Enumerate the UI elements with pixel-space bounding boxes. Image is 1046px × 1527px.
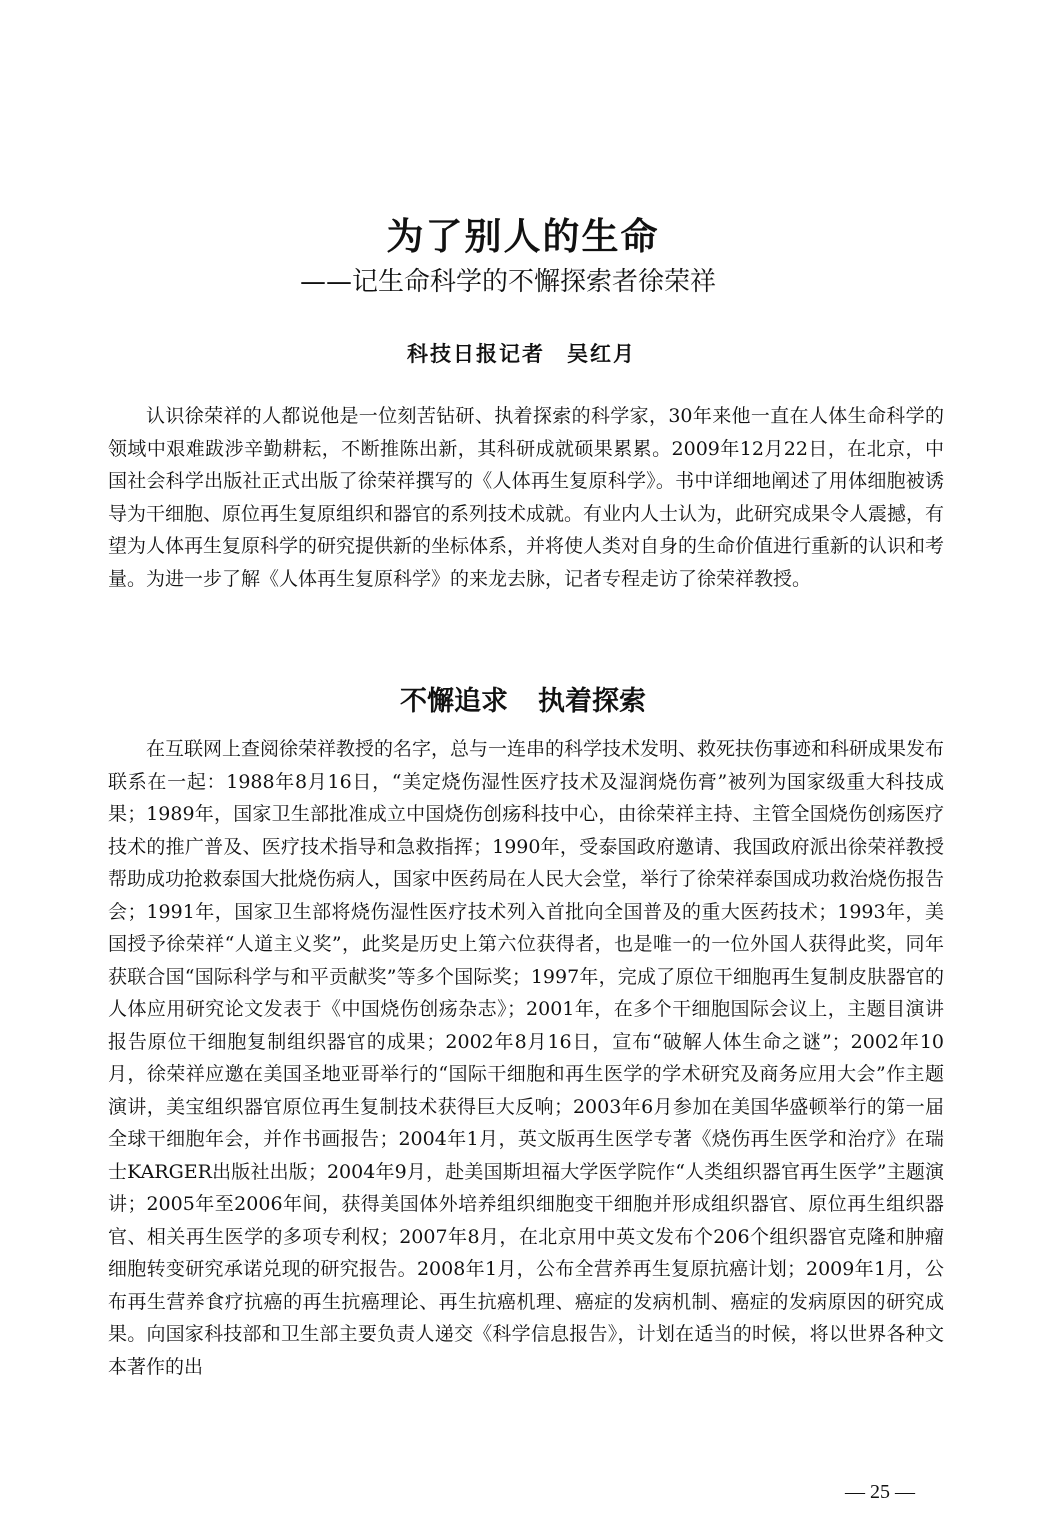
intro-paragraph: 认识徐荣祥的人都说他是一位刻苦钻研、执着探索的科学家，30年来他一直在人体生命科学的领域中艰难跋涉辛勤耕耘，不断推陈出新，其科研成就硕果累累。2009年12月22日，在北京，中国社会科学出版社正式出版了徐荣祥撰写的《人体再生复原科学》。书中详细地阐述了用体细胞被诱导为干细胞、原位再生复原组织和器官的系列技术成就。有业内人士认为，此研究成果令人震撼，有望为人体再生复原科学的研究提供新的坐标体系，并将使人类对自身的生命价值进行重新的认识和考量。为进一步了解《人体再生复原科学》的来龙去脉，记者专程走访了徐荣祥教授。 bbox=[108, 405, 945, 590]
page-number: — 25 — bbox=[845, 1481, 915, 1503]
section-paragraph: 在互联网上查阅徐荣祥教授的名字，总与一连串的科学技术发明、救死扶伤事迹和科研成果发布联系在一起：1988年8月16日，“美定烧伤湿性医疗技术及湿润烧伤膏”被列为国家级重大科技成果；1989年，国家卫生部批准成立中国烧伤创疡科技中心，由徐荣祥主持、主管全国烧伤创疡医疗技术的推广普及、医疗技术指导和急救指挥；1990年，受泰国政府邀请、我国政府派出徐荣祥教授帮助成功抢救泰国大批烧伤病人，国家中医药局在人民大会堂，举行了徐荣祥泰国成功救治烧伤报告会；1991年，国家卫生部将烧伤湿性医疗技术列入首批向全国普及的重大医药技术；1993年，美国授予徐荣祥“人道主义奖”，此奖是历史上第六位获得者，也是唯一的一位外国人获得此奖，同年获联合国“国际科学与和平贡献奖”等多个国际奖；1997年，完成了原位干细胞再生复制皮肤器官的人体应用研究论文发表于《中国烧伤创疡杂志》；2001年，在多个干细胞国际会议上，主题目演讲报告原位干细胞复制组织器官的成果；2002年8月16日，宣布“破解人体生命之谜”；2002年10月，徐荣祥应邀在美国圣地亚哥举行的“国际干细胞和再生医学的学术研究及商务应用大会”作主题演讲，美宝组织器官原位再生复制技术获得巨大反响；2003年6月参加在美国华盛顿举行的第一届全球干细胞年会，并作书画报告；2004年1月，英文版再生医学专著《烧伤再生医学和治疗》在瑞士KARGER出版社出版；2004年9月，赴美国斯坦福大学医学院作“人类组织器官再生医学”主题演讲；2005年至2006年间，获得美国体外培养组织细胞变干细胞并形成组织器官、原位再生组织器官、相关再生医学的多项专利权；2007年8月，在北京用中英文发布个206个组织器官克隆和肿瘤细胞转变研究承诺兑现的研究报告。2008年1月，公布全营养再生复原抗癌计划；2009年1月，公布再生营养食疗抗癌的再生抗癌理论、再生抗癌机理、癌症的发病机制、癌症的发病原因的研究成果。向国家科技部和卫生部主要负责人递交《科学信息报告》，计划在适当的时候，将以世界各种文本著作的出 bbox=[108, 738, 945, 1378]
section-heading-part1: 不懈追求 bbox=[400, 686, 508, 718]
byline-outlet: 科技日报记者 bbox=[407, 341, 545, 366]
section-heading-part2: 执着探索 bbox=[538, 686, 646, 718]
article-title: 为了别人的生命 bbox=[386, 214, 660, 258]
byline-author: 吴红月 bbox=[567, 341, 636, 366]
section-heading bbox=[0, 682, 1046, 722]
article-subtitle: ——记生命科学的不懈探索者徐荣祥 bbox=[300, 267, 717, 297]
byline bbox=[407, 338, 636, 370]
